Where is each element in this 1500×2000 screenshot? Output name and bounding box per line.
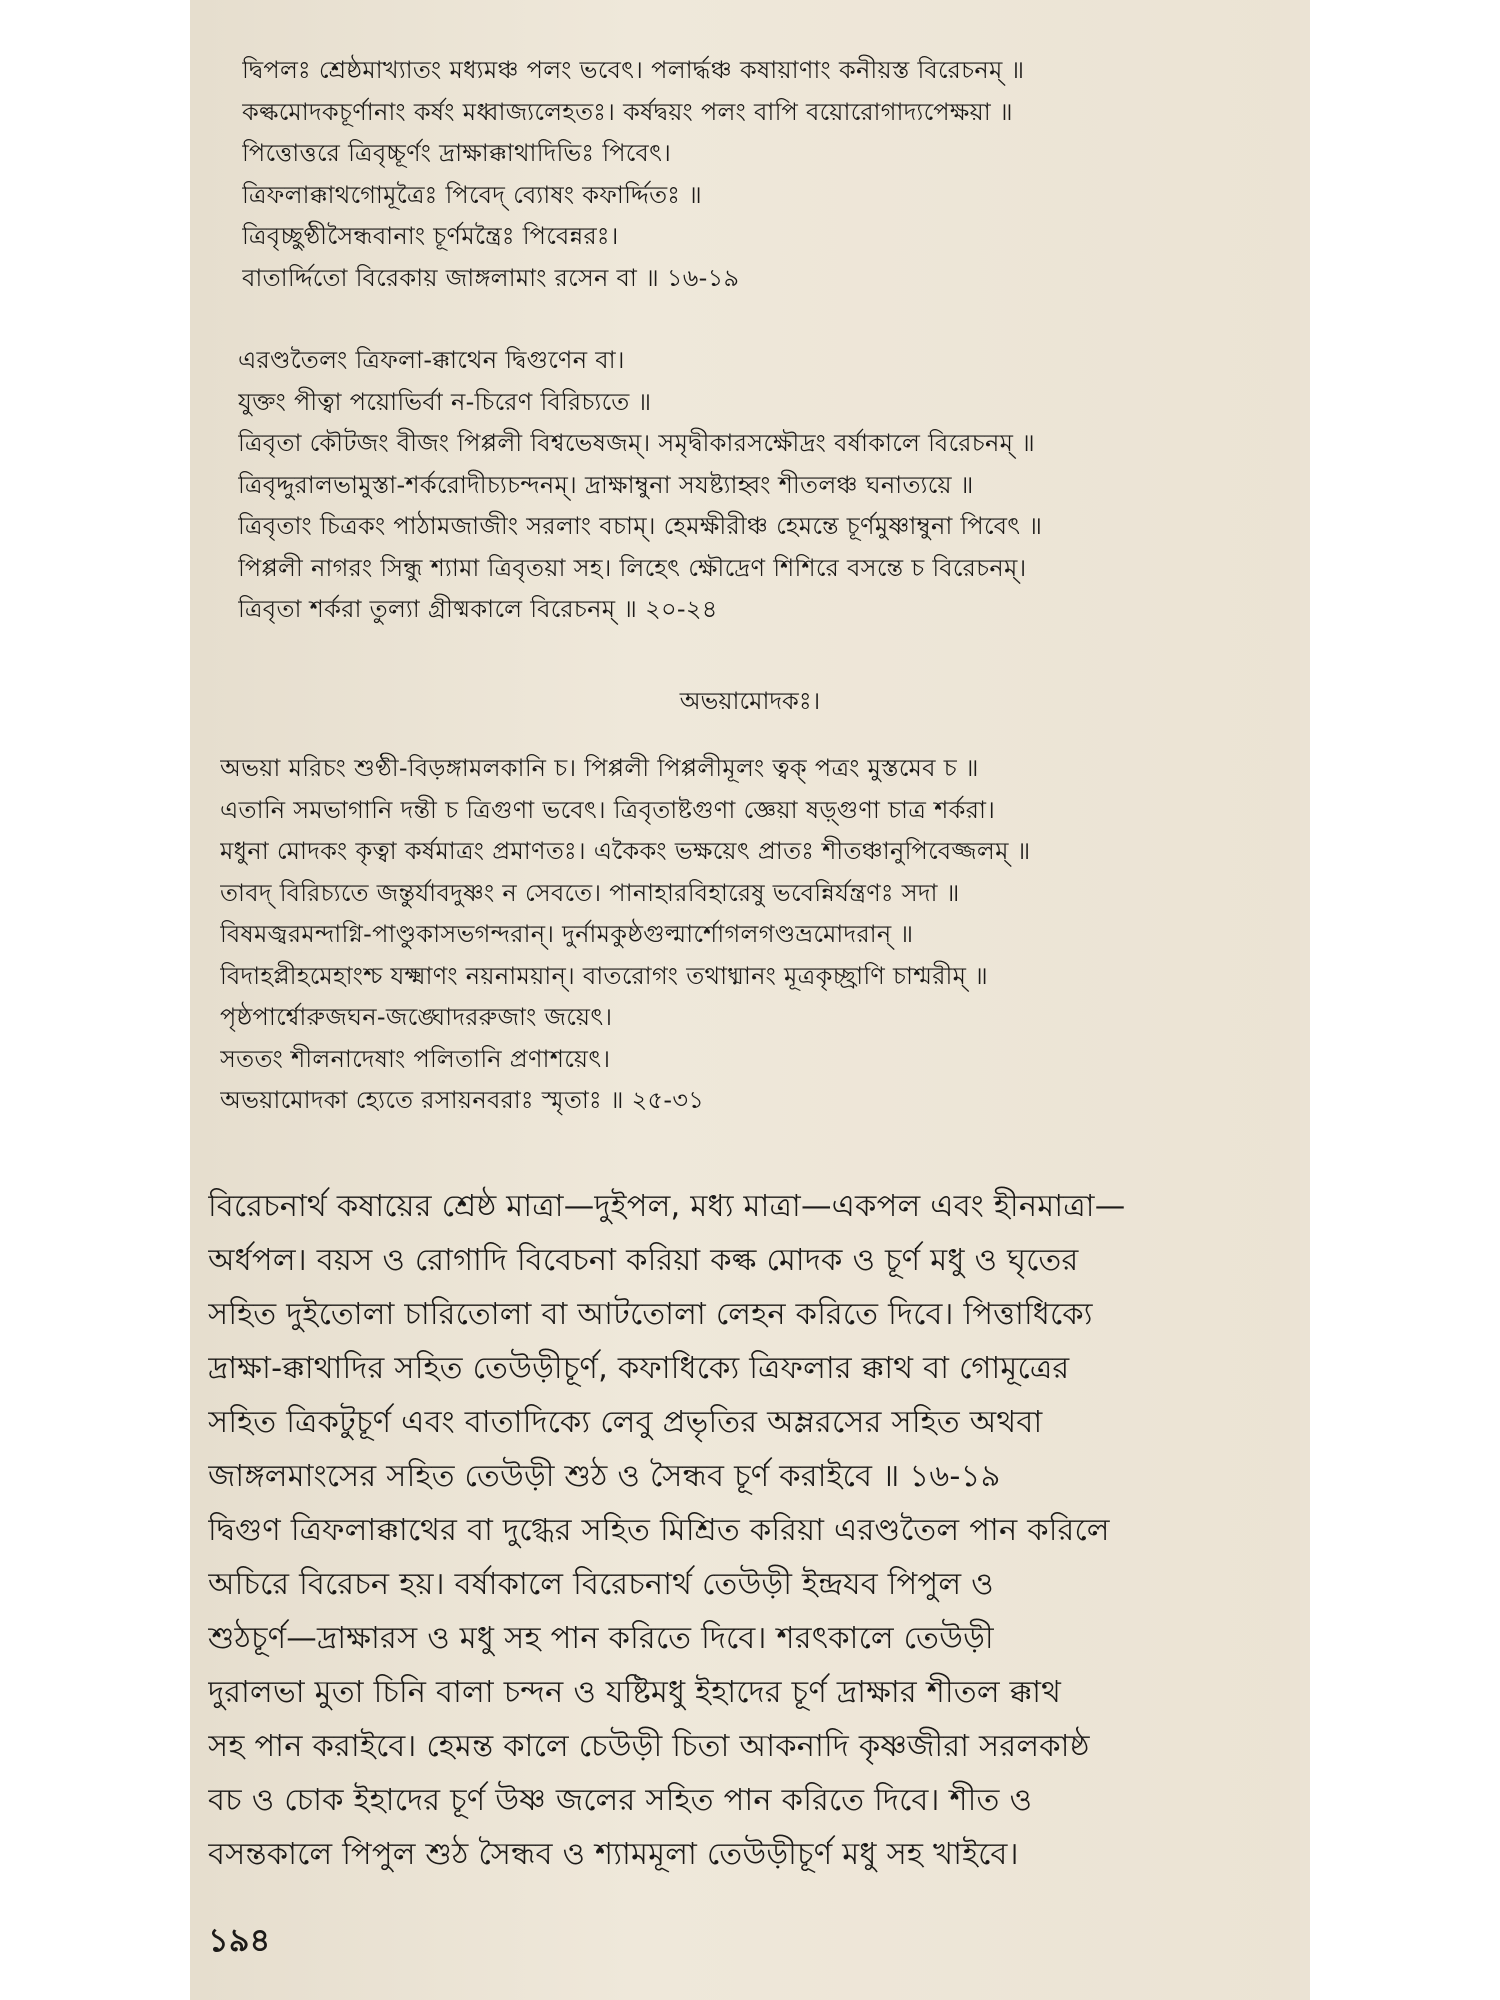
sanskrit-verse-block-2: [238, 340, 1278, 631]
prose-line: বিরেচনার্থ কষায়ের শ্রেষ্ঠ মাত্রা—দুইপল, মধ্য মাত্রা—একপল এবং হীনমাত্রা—: [208, 1189, 1126, 1224]
section-heading: অভয়ামোদকঃ।: [679, 687, 821, 715]
sanskrit-verse-block-3: [220, 748, 1260, 1122]
verse-line: সততং শীলনাদেষাং পলিতানি প্রণাশয়েৎ।: [220, 1044, 611, 1073]
verse-line: পৃষ্ঠপার্শ্বোরুজঘন-জঙ্ঘোদররুজাং জয়েৎ।: [220, 1003, 613, 1031]
verse-line: ত্রিবৃচ্ছুণ্ঠীসৈন্ধবানাং চূর্ণমন্ত্রৈঃ পিবেন্নরঃ।: [242, 222, 619, 250]
prose-line: দ্বিগুণ ত্রিফলাক্কাথের বা দুগ্ধের সহিত মিশ্রিত করিয়া এরণ্ডতৈল পান করিলে: [208, 1513, 1110, 1548]
prose-line: জাঙ্গলমাংসের সহিত তেউড়ী শুঠ ও সৈন্ধব চূর্ণ করাইবে ॥ ১৬-১৯: [208, 1459, 1001, 1494]
prose-line: বসন্তকালে পিপুল শুঠ সৈন্ধব ও শ্যামমূলা তেউড়ীচূর্ণ মধু সহ খাইবে।: [208, 1837, 1019, 1872]
verse-line: ত্রিবৃতাং চিত্রকং পাঠামজাজীং সরলাং বচাম্। হেমক্ষীরীঞ্চ হেমন্তে চূর্ণমুষ্ণাম্বুনা পিবেৎ ॥: [238, 512, 1043, 540]
verse-line: এরণ্ডতৈলং ত্রিফলা-ক্কাথেন দ্বিগুণেন বা।: [238, 346, 625, 374]
prose-line: অর্ধপল। বয়স ও রোগাদি বিবেচনা করিয়া কল্ক মোদক ও চূর্ণ মধু ও ঘৃতের: [208, 1243, 1079, 1278]
verse-line: ত্রিবৃদ্দুরালভামুস্তা-শর্করোদীচ্যচন্দনম্। দ্রাক্ষাম্বুনা সযষ্ট্যাহ্বং শীতলঞ্চ ঘনাত্যয়ে ॥: [238, 470, 974, 499]
bengali-translation: [208, 1180, 1288, 1882]
verse-line: তাবদ্ বিরিচ্যতে জন্তুর্যাবদুষ্ণং ন সেবতে। পানাহারবিহারেষু ভবেন্নির্যন্ত্রণঃ সদা ॥: [220, 878, 960, 907]
verse-line: ত্রিফলাক্কাথগোমূত্রৈঃ পিবেদ্ ব্যোষং কফার্দ্দিতঃ ॥: [242, 180, 702, 209]
verse-line: যুক্তং পীত্বা পয়োভির্বা ন-চিরেণ বিরিচ্যতে ॥: [238, 387, 652, 416]
verse-line: বিদাহপ্লীহমেহাংশ্চ যক্ষ্মাণং নয়নাময়ান্। বাতরোগং তথাধ্মানং মূত্রকৃচ্ছ্রাণি চাশ্মরীম্ ॥: [220, 961, 989, 990]
prose-line: দুরালভা মুতা চিনি বালা চন্দন ও যষ্টিমধু ইহাদের চূর্ণ দ্রাক্ষার শীতল ক্কাথ: [208, 1675, 1062, 1710]
verse-line: ত্রিবৃতা শর্করা তুল্যা গ্রীষ্মকালে বিরেচনম্ ॥ ২০-২৪: [238, 595, 718, 623]
verse-line: পিত্তোত্তরে ত্রিবৃচ্চূর্ণং দ্রাক্ষাক্কাথাদিভিঃ পিবেৎ।: [242, 139, 672, 167]
prose-line: শুঠচূর্ণ—দ্রাক্ষারস ও মধু সহ পান করিতে দিবে। শরৎকালে তেউড়ী: [208, 1621, 994, 1656]
prose-line: সহিত দুইতোলা চারিতোলা বা আটতোলা লেহন করিতে দিবে। পিত্তাধিক্যে: [208, 1297, 1093, 1332]
verse-line: কল্কমোদকচূর্ণানাং কর্ষং মধ্বাজ্যলেহতঃ। কর্ষদ্বয়ং পলং বাপি বয়োরোগাদ্যপেক্ষয়া ॥: [242, 97, 1013, 126]
verse-line: মধুনা মোদকং কৃত্বা কর্ষমাত্রং প্রমাণতঃ। একৈকং ভক্ষয়েৎ প্রাতঃ শীতঞ্চানুপিবেজ্জলম্ ॥: [220, 837, 1031, 865]
verse-line: দ্বিপলঃ শ্রেষ্ঠমাখ্যাতং মধ্যমঞ্চ পলং ভবেৎ। পলার্দ্ধঞ্চ কষায়াণাং কনীয়স্ত বিরেচনম্ ॥: [242, 56, 1025, 84]
prose-line: সহ পান করাইবে। হেমন্ত কালে চেউড়ী চিতা আকনাদি কৃষ্ণজীরা সরলকাষ্ঠ: [208, 1729, 1090, 1764]
verse-line: বাতার্দ্দিতো বিরেকায় জাঙ্গলামাং রসেন বা ॥ ১৬-১৯: [242, 263, 740, 292]
verse-line: এতানি সমভাগানি দন্তী চ ত্রিগুণা ভবেৎ। ত্রিবৃতাষ্টগুণা জ্ঞেয়া ষড়্গুণা চাত্র শর্করা।: [220, 795, 996, 824]
verse-line: বিষমজ্বরমন্দাগ্নি-পাণ্ডুকাসভগন্দরান্। দুর্নামকুষ্ঠগুল্মার্শোগলগণ্ডভ্রমোদরান্ ॥: [220, 920, 914, 948]
verse-line: অভয়ামোদকা হ্যেতে রসায়নবরাঃ স্মৃতাঃ ॥ ২৫-৩১: [220, 1086, 705, 1114]
verse-line: অভয়া মরিচং শুণ্ঠী-বিড়ঙ্গামলকানি চ। পিপ্পলী পিপ্পলীমূলং ত্বক্ পত্রং মুস্তমেব চ ॥: [220, 754, 979, 782]
book-page: [190, 0, 1310, 2000]
prose-line: দ্রাক্ষা-ক্কাথাদির সহিত তেউড়ীচূর্ণ, কফাধিক্যে ত্রিফলার ক্কাথ বা গোমূত্রের: [208, 1351, 1070, 1386]
verse-line: পিপ্পলী নাগরং সিন্ধু শ্যামা ত্রিবৃতয়া সহ। লিহেৎ ক্ষৌদ্রেণ শিশিরে বসন্তে চ বিরেচনম্।: [238, 553, 1027, 582]
verse-line: ত্রিবৃতা কৌটজং বীজং পিপ্পলী বিশ্বভেষজম্। সমৃদ্বীকারসক্ষৌদ্রং বর্ষাকালে বিরেচনম্ ॥: [238, 429, 1036, 457]
prose-line: অচিরে বিরেচন হয়। বর্ষাকালে বিরেচনার্থ তেউড়ী ইন্দ্রযব পিপুল ও: [208, 1567, 994, 1602]
page-number: ১৯৪: [208, 1921, 271, 1959]
prose-line: সহিত ত্রিকটুচূর্ণ এবং বাতাদিক্যে লেবু প্রভৃতির অম্লরসের সহিত অথবা: [208, 1405, 1043, 1440]
sanskrit-verse-block-1: [238, 50, 1282, 299]
prose-line: বচ ও চোক ইহাদের চূর্ণ উষ্ণ জলের সহিত পান করিতে দিবে। শীত ও: [208, 1783, 1033, 1818]
